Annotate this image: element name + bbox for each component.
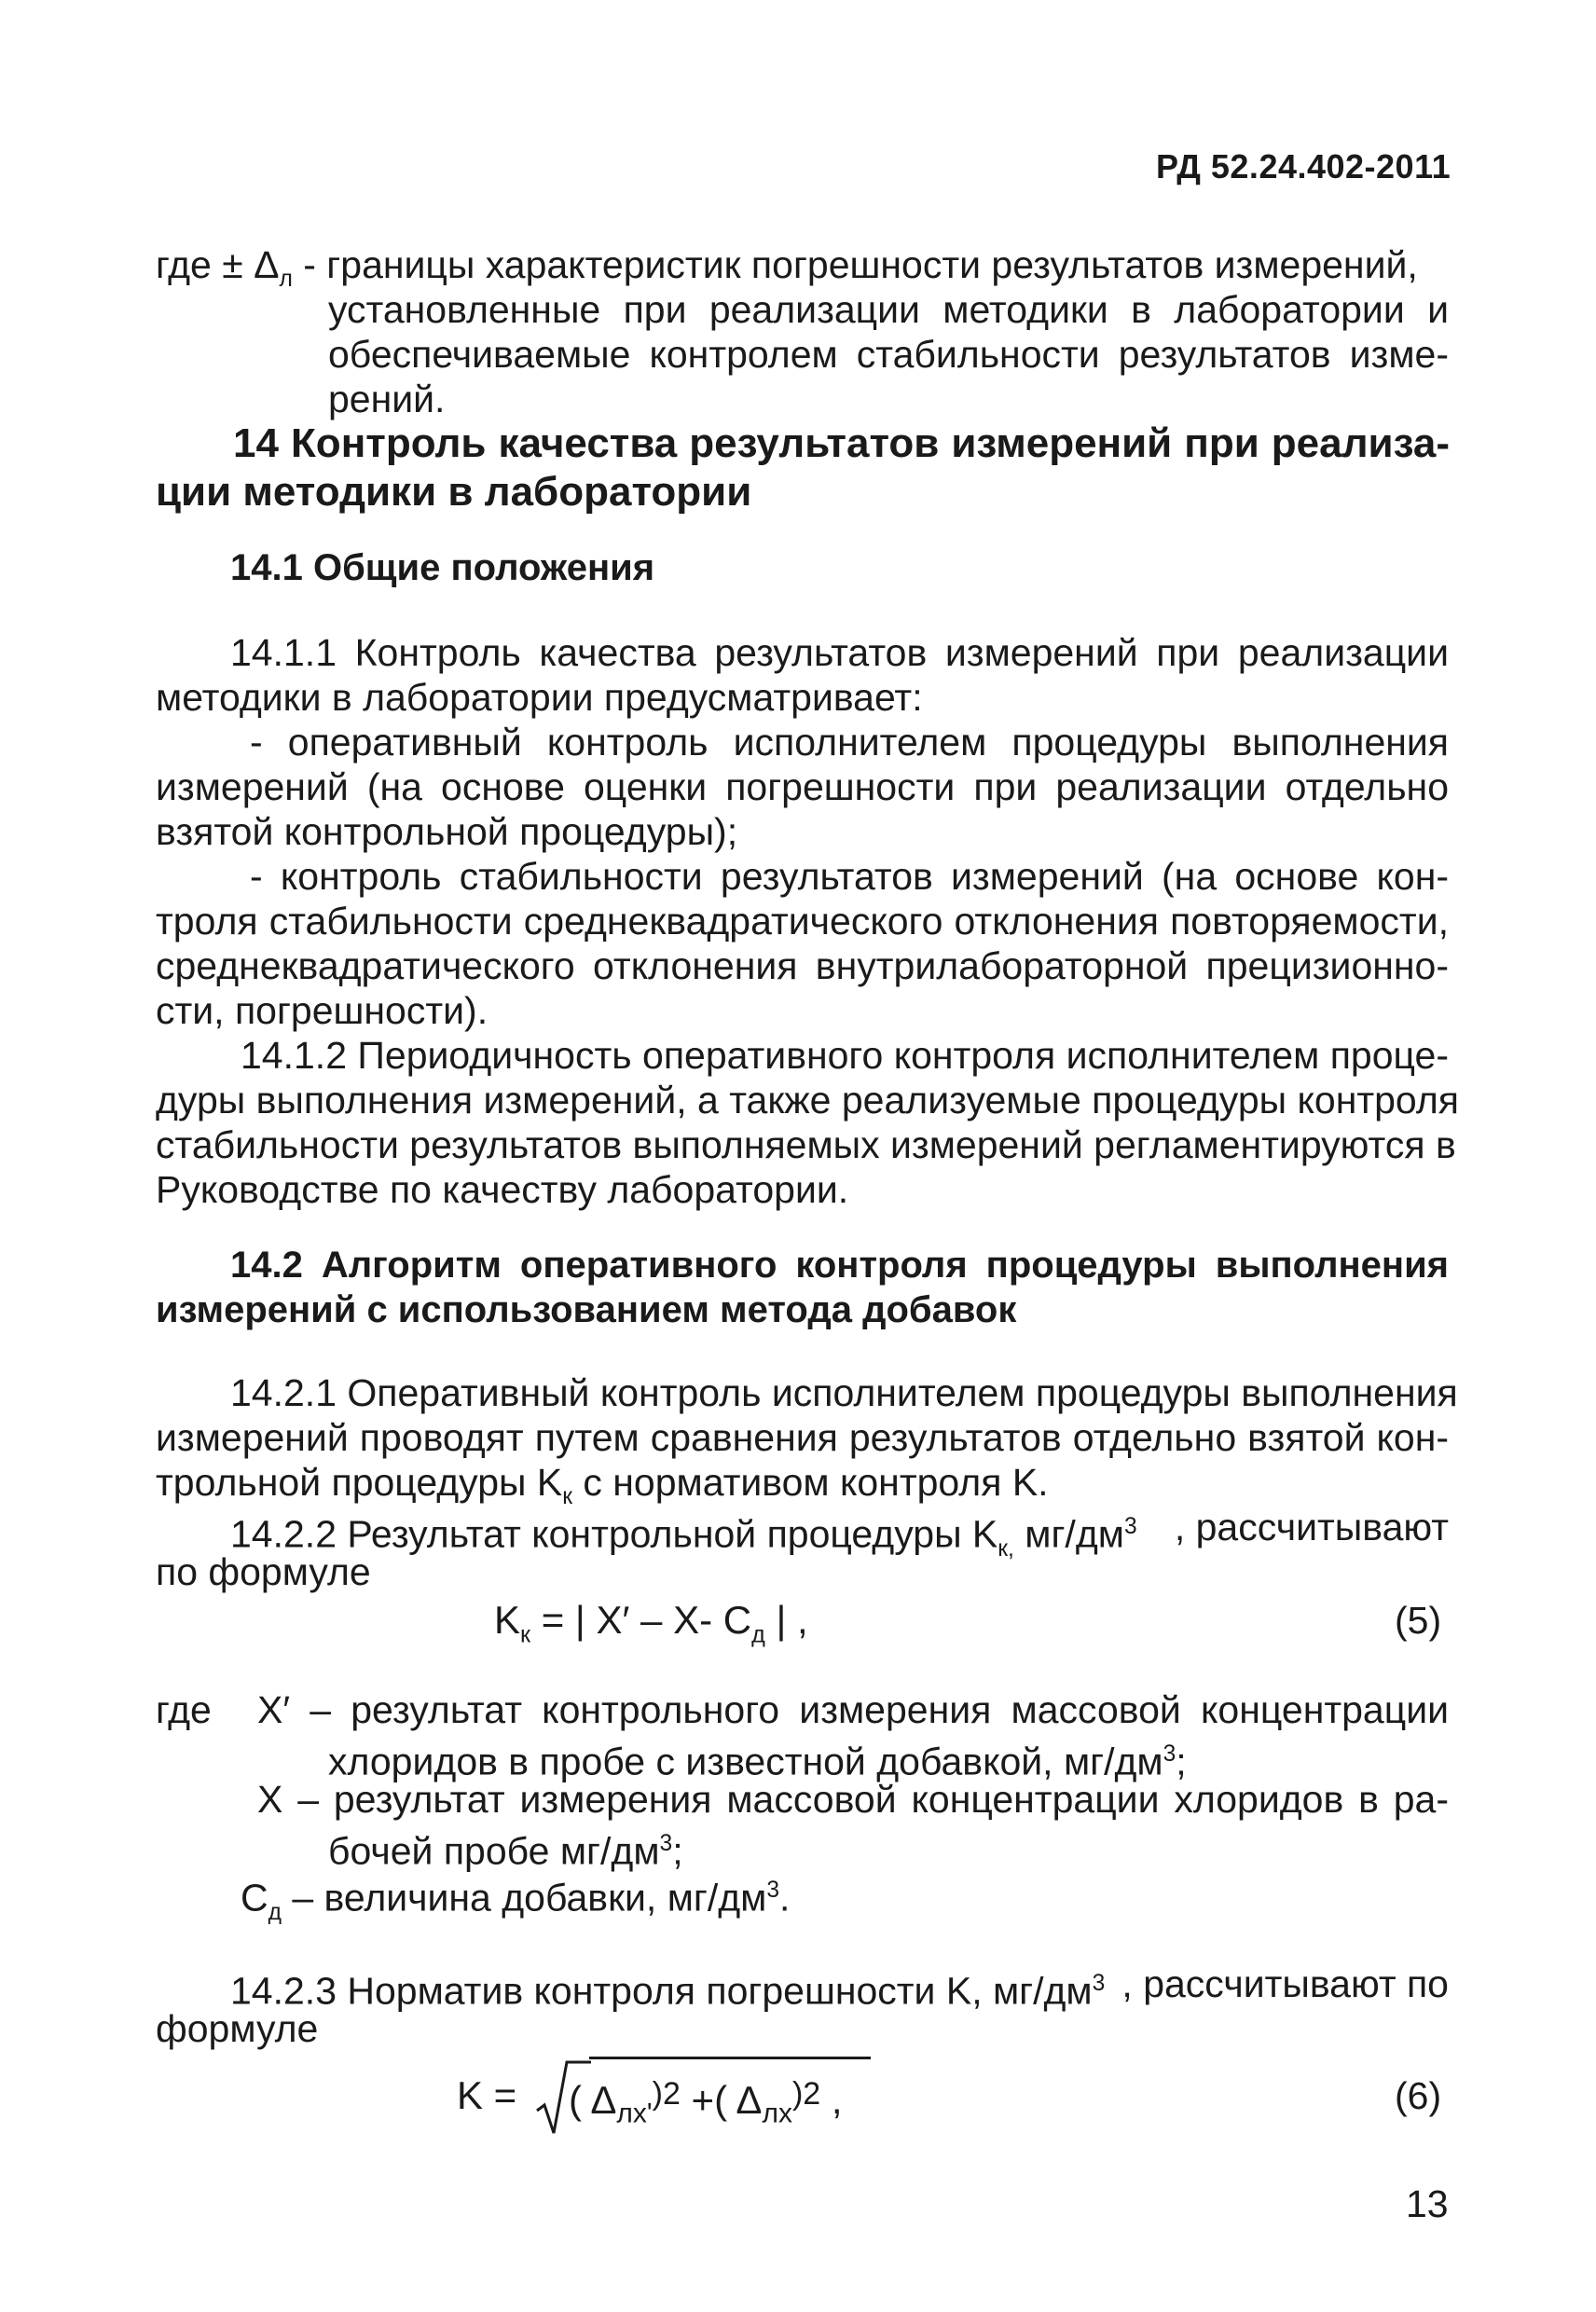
formula-6-lhs: K = bbox=[457, 2073, 517, 2117]
unit-text: мг/дм bbox=[1013, 1512, 1124, 1556]
p-14-1-2-line-2: дуры выполнения измерений, а также реализуемые процедуры контроля bbox=[156, 1079, 1459, 1122]
section-14-1-title: 14.1 Общие положения bbox=[230, 547, 655, 588]
formula-5-k-sub: к bbox=[520, 1621, 531, 1648]
p-14-2-3-line-2: формуле bbox=[156, 2007, 319, 2050]
formula-6-number: (6) bbox=[1395, 2074, 1442, 2117]
p-14-1-2-line-1: 14.1.2 Периодичность оперативного контроля исполнителем проце- bbox=[241, 1034, 1449, 1077]
p-14-2-3-text: 14.2.3 Норматив контроля погрешности K, мг/дм bbox=[230, 1969, 1093, 2013]
p-14-1-2-line-3: стабильности результатов выполняемых измерений регламентируются в bbox=[156, 1123, 1456, 1166]
intro-line-4: рений. bbox=[328, 378, 446, 420]
unit-superscript: 3 bbox=[1123, 1514, 1137, 1539]
p-14-2-2-line-1 bbox=[230, 1505, 1449, 1572]
formula-5-k: K bbox=[494, 1598, 521, 1642]
intro-lead-subscript: л bbox=[279, 267, 293, 293]
p-14-2-1-line-3-text: трольной процедуры K bbox=[156, 1461, 563, 1504]
formula-6-plus: +( Δ bbox=[680, 2078, 763, 2122]
page-number: 13 bbox=[1406, 2182, 1449, 2225]
where-3-sup: 3 bbox=[766, 1878, 780, 1903]
p-14-1-1-line-1: 14.1.1 Контроль качества результатов измерений при реализации bbox=[230, 631, 1449, 674]
p-14-2-3-line-1 bbox=[230, 1961, 1449, 2014]
formula-6-term-1-pow: )2 bbox=[652, 2076, 681, 2112]
formula-6-comma: , bbox=[820, 2078, 843, 2122]
document-code: РД 52.24.402-2011 bbox=[1156, 147, 1452, 186]
where-3-end: . bbox=[779, 1876, 791, 1920]
bullet-1-line-2: измерений (на основе оценки погрешности при реализации отдельно bbox=[156, 765, 1449, 808]
where-3-sub: д bbox=[268, 1899, 282, 1925]
where-2-line-1: X – результат измерения массовой концентрации хлоридов в ра- bbox=[257, 1778, 1449, 1821]
where-3-line bbox=[241, 1868, 790, 1935]
formula-5-body: = | X′ – X- C bbox=[530, 1598, 752, 1642]
formula-5-number: (5) bbox=[1395, 1599, 1442, 1642]
bullet-1-line-1: - оперативный контроль исполнителем процедуры выполнения bbox=[250, 721, 1449, 764]
section-14-title-line-2: ции методики в лаборатории bbox=[156, 469, 752, 515]
formula-5-cd-sub: д bbox=[751, 1621, 765, 1648]
where-1-sup: 3 bbox=[1163, 1741, 1176, 1767]
intro-line-2: установленные при реализации методики в лаборатории и bbox=[328, 288, 1449, 331]
intro-line-3: обеспечиваемые контролем стабильности результатов изме- bbox=[328, 333, 1449, 376]
formula-6-term-2-sub: лх bbox=[762, 2098, 792, 2129]
sqrt-vinculum bbox=[589, 2057, 871, 2059]
formula-6-term-2-pow: )2 bbox=[791, 2076, 821, 2112]
formula-6-radicand bbox=[569, 2071, 843, 2136]
intro-lead-rest: - границы характеристик погрешности результатов измерений, bbox=[292, 243, 1418, 286]
bullet-1-line-3: взятой контрольной процедуры); bbox=[156, 810, 738, 853]
p-14-2-1-line-2: измерений проводят путем сравнения результатов отдельно взятой кон- bbox=[156, 1416, 1449, 1459]
section-14-2-title-line-1: 14.2 Алгоритм оперативного контроля процедуры выполнения bbox=[230, 1245, 1449, 1286]
p-14-2-2-line-2: по формуле bbox=[156, 1550, 371, 1593]
bullet-2-line-3: среднеквадратического отклонения внутрилабораторной прецизионно- bbox=[156, 944, 1449, 987]
p-14-2-2-text: 14.2.2 Результат контрольной процедуры K bbox=[230, 1512, 998, 1556]
p-14-1-2-line-4: Руководстве по качеству лаборатории. bbox=[156, 1168, 849, 1211]
p-14-2-3-sup: 3 bbox=[1092, 1971, 1106, 1996]
formula-6-term-1: ( Δ bbox=[569, 2078, 617, 2122]
where-1-end: ; bbox=[1176, 1740, 1187, 1783]
where-2-sup: 3 bbox=[659, 1831, 673, 1856]
p-14-2-2-tail: , рассчитывают bbox=[1174, 1506, 1449, 1548]
formula-5-end: | , bbox=[764, 1598, 808, 1642]
p-14-2-1-line-1: 14.2.1 Оперативный контроль исполнителем процедуры выполнения bbox=[230, 1371, 1458, 1414]
where-3-text: – величина добавки, мг/дм bbox=[281, 1876, 767, 1920]
where-2-line-2 bbox=[328, 1822, 683, 1874]
where-2-text: бочей пробе мг/дм bbox=[328, 1829, 660, 1873]
intro-lead: где ± Δ bbox=[156, 243, 280, 286]
where-3-c: C bbox=[241, 1876, 268, 1920]
where-2-end: ; bbox=[672, 1829, 683, 1873]
p-14-1-1-line-2: методики в лаборатории предусматривает: bbox=[156, 676, 923, 719]
p-14-2-3-tail: , рассчитывают по bbox=[1121, 1962, 1449, 2005]
formula-6-term-1-sub: лх' bbox=[616, 2098, 653, 2129]
where-1-line-1: X′ – результат контрольного измерения массовой концентрации bbox=[257, 1688, 1449, 1731]
kk-subscript-2: к, bbox=[998, 1535, 1014, 1562]
section-14-title-line-1: 14 Контроль качества результатов измерений при реализа- bbox=[233, 420, 1450, 466]
where-1-text: хлоридов в пробе с известной добавкой, мг/дм bbox=[328, 1740, 1163, 1783]
kk-subscript: к bbox=[562, 1484, 572, 1510]
bullet-2-line-4: сти, погрешности). bbox=[156, 989, 488, 1032]
p-14-2-1-line-3-rest: с нормативом контроля K. bbox=[571, 1461, 1049, 1504]
bullet-2-line-2: троля стабильности среднеквадратического отклонения повторяемости, bbox=[156, 900, 1449, 943]
section-14-2-title-line-2: измерений с использованием метода добавок bbox=[156, 1289, 1017, 1330]
bullet-2-line-1: - контроль стабильности результатов измерений (на основе кон- bbox=[250, 855, 1449, 898]
p-14-2-3-lead bbox=[230, 1961, 1105, 2014]
where-label: где bbox=[156, 1688, 212, 1731]
formula-5 bbox=[494, 1598, 808, 1657]
